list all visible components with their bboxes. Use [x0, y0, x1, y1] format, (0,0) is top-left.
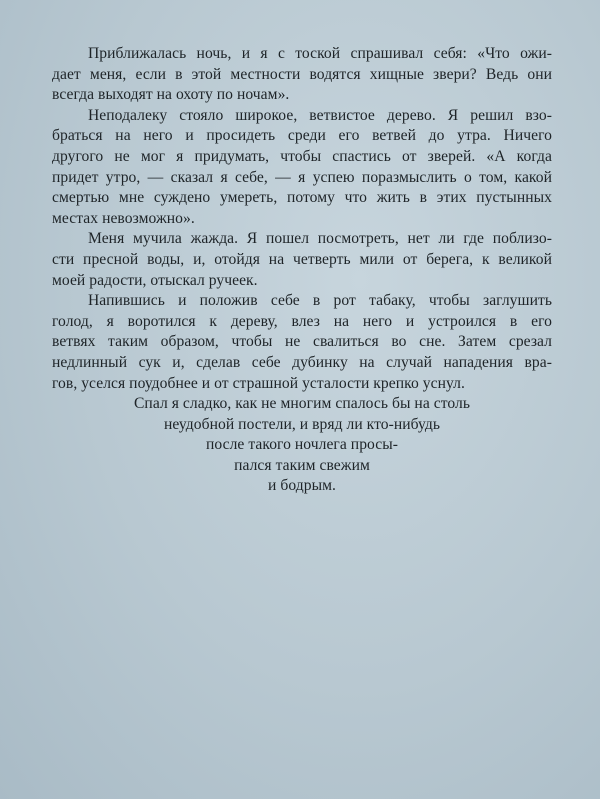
- text-line: сти пресной воды, и, отойдя на четверть мили от берега, к великой: [52, 250, 552, 268]
- text-line: после такого ночлега просы-: [205, 436, 399, 454]
- paragraph-3: [52, 229, 552, 291]
- text-line: неудобной постели, и вряд ли кто-нибудь: [163, 415, 441, 433]
- page-text: [52, 44, 552, 497]
- text-line: придет утро, — сказал я себе, — я успею поразмыслить о том, какой: [52, 168, 552, 186]
- text-line: дает меня, если в этой местности водятся хищные звери? Ведь они: [52, 65, 552, 83]
- paragraph-4: [52, 291, 552, 394]
- text-line: недлинный сук и, сделав себе дубинку на случай нападения вра-: [52, 353, 552, 371]
- text-line: местах невозможно».: [52, 209, 195, 227]
- paragraph-2: [52, 106, 552, 230]
- text-line: всегда выходят на охоту по ночам».: [52, 86, 290, 104]
- text-line: моей радости, отыскал ручеек.: [52, 271, 258, 289]
- text-line: и бодрым.: [268, 477, 336, 495]
- text-line: гов, уселся поудобнее и от страшной усталости крепко уснул.: [52, 374, 465, 392]
- text-line: Неподалеку стояло широкое, ветвистое дерево. Я решил взо-: [88, 106, 552, 124]
- text-line: смертью мне суждено умереть, потому что жить в этих пустынных: [52, 189, 552, 207]
- text-line: Спал я сладко, как не многим спалось бы на столь: [133, 395, 471, 413]
- text-line: Приближалась ночь, и я с тоской спрашивал себя: «Что ожи-: [88, 45, 552, 62]
- text-line: голод, я воротился к дереву, влез на него и устроился в его: [52, 312, 552, 330]
- text-line: Напившись и положив себе в рот табаку, чтобы заглушить: [88, 292, 552, 310]
- closing-paragraph: [52, 394, 552, 497]
- text-line: Меня мучила жажда. Я пошел посмотреть, нет ли где поблизо-: [88, 230, 552, 248]
- text-line: пался таким свежим: [234, 456, 370, 474]
- text-line: ветвях таким образом, чтобы не свалиться во сне. Затем срезал: [52, 333, 552, 351]
- text-line: другого не мог я придумать, чтобы спастись от зверей. «А когда: [52, 147, 552, 165]
- paragraph-1: [52, 44, 552, 106]
- text-line: браться на него и просидеть среди его ветвей до утра. Ничего: [52, 127, 552, 145]
